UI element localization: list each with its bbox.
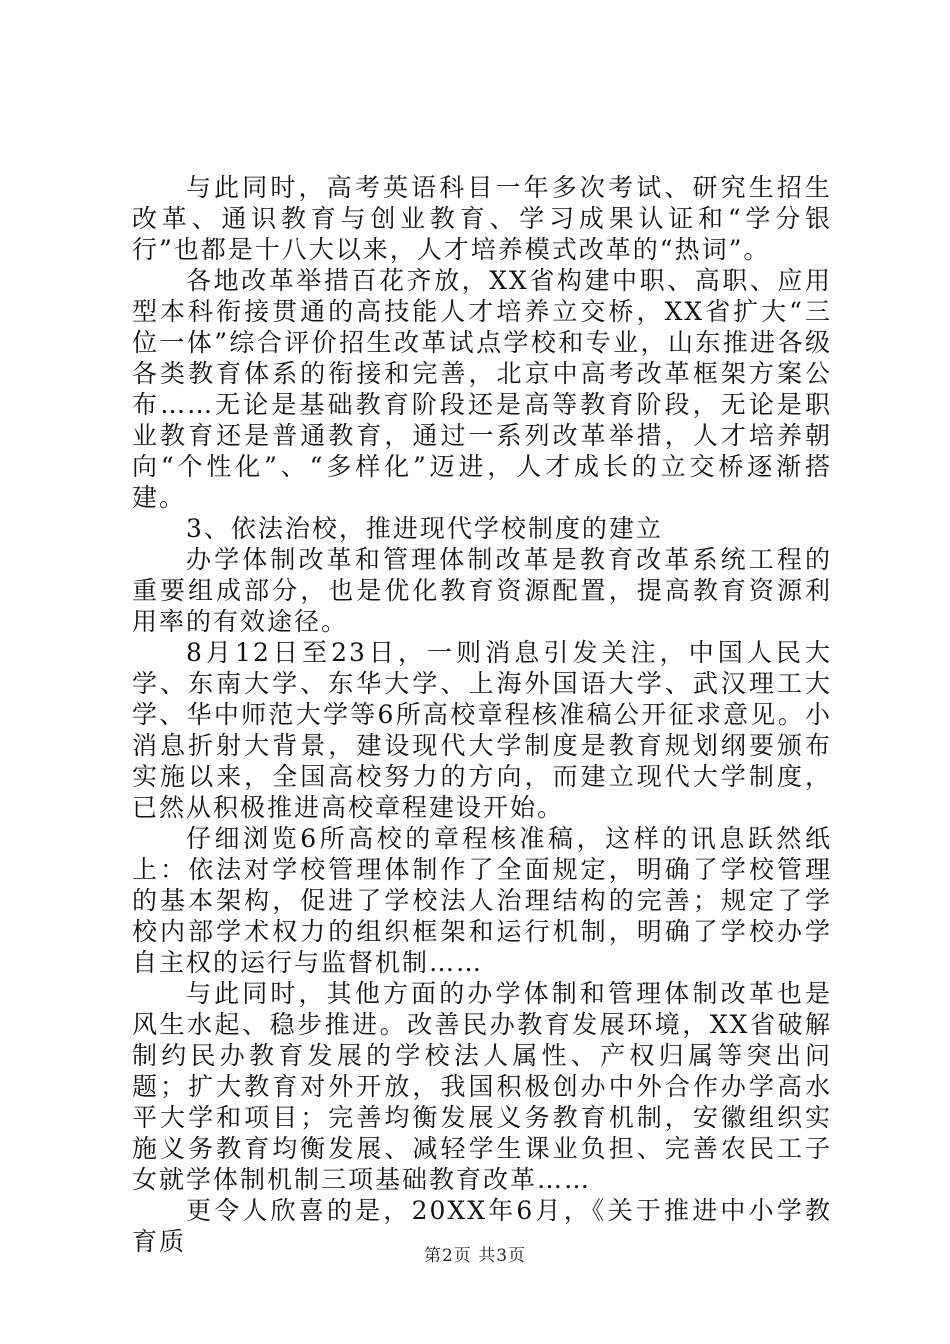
page-number-footer: 第2页 共3页 — [423, 1246, 527, 1266]
paragraph-5: 仔细浏览6所高校的章程核准稿，这样的讯息跃然纸上：依法对学校管理体制作了全面规定，明确了学校管理的基本架构，促进了学校法人治理结构的完善；规定了学校内部学术权力的组织框架和运行机制，明确了学校办学自主权的运行与监督机制…… — [132, 824, 832, 977]
section-heading: 3、依法治校，推进现代学校制度的建立 — [186, 514, 663, 543]
paragraph-4: 8月12日至23日，一则消息引发关注，中国人民大学、东南大学、东华大学、上海外国语大学、武汉理工大学、华中师范大学等6所高校章程核准稿公开征求意见。小消息折射大背景，建设现代大学制度是教育规划纲要颁布实施以来，全国高校努力的方向，而建立现代大学制度，已然从积极推进高校章程建设开始。 — [132, 638, 832, 822]
paragraph-7: 更令人欣喜的是，20XX年6月，《关于推进中小学教育质 — [132, 1196, 832, 1256]
paragraph-2: 各地改革举措百花齐放，XX省构建中职、高职、应用型本科衔接贯通的高技能人才培养立交桥，XX省扩大“三位一体”综合评价招生改革试点学校和专业，山东推进各级各类教育体系的衔接和完善，北京中高考改革框架方案公布……无论是基础教育阶段还是高等教育阶段，无论是职业教育还是普通教育，通过一系列改革举措，人才培养朝向“个性化”、“多样化”迈进，人才成长的立交桥逐渐搭建。 — [132, 266, 832, 512]
document-body — [132, 172, 832, 1257]
paragraph-6: 与此同时，其他方面的办学体制和管理体制改革也是风生水起、稳步推进。改善民办教育发展环境，XX省破解制约民办教育发展的学校法人属性、产权归属等突出问题；扩大教育对外开放，我国积极创办中外合作办学高水平大学和项目；完善均衡发展义务教育机制，安徽组织实施义务教育均衡发展、减轻学生课业负担、完善农民工子女就学体制机制三项基础教育改革…… — [132, 979, 832, 1194]
paragraph-3: 办学体制改革和管理体制改革是教育改革系统工程的重要组成部分，也是优化教育资源配置，提高教育资源利用率的有效途径。 — [132, 545, 832, 636]
paragraph-1: 与此同时，高考英语科目一年多次考试、研究生招生改革、通识教育与创业教育、学习成果认证和“学分银行”也都是十八大以来，人才培养模式改革的“热词”。 — [132, 173, 832, 264]
